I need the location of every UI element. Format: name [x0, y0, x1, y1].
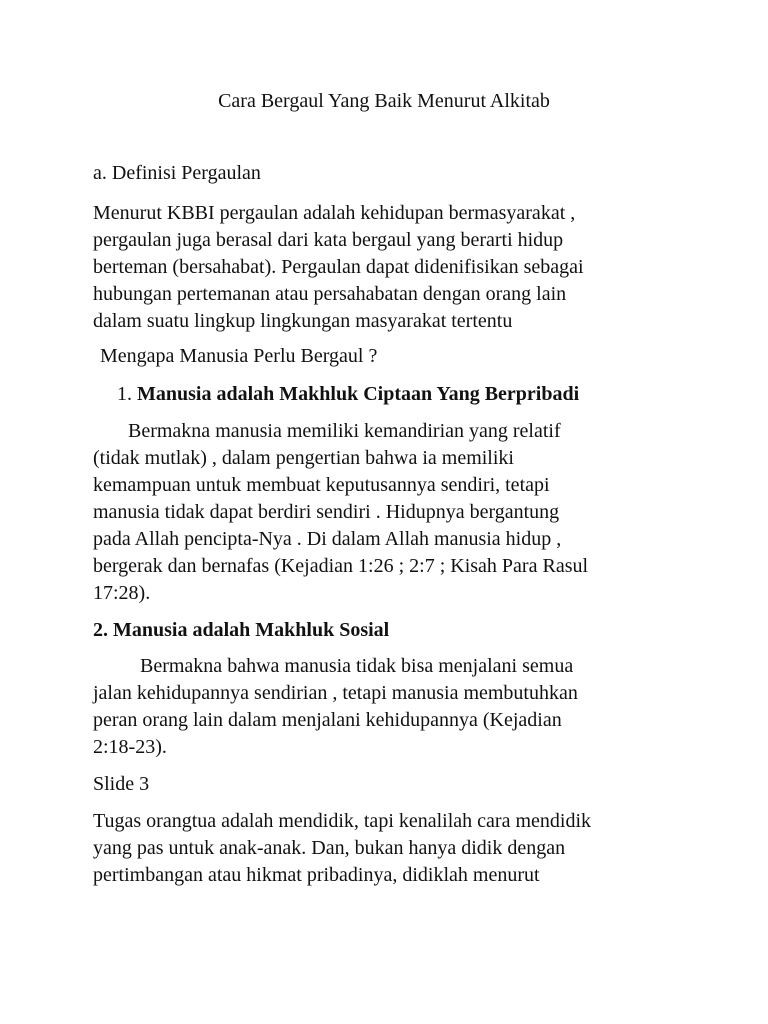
- definition-paragraph: [93, 200, 683, 335]
- paragraph-line: 17:28).: [93, 582, 151, 604]
- item2-paragraph: [93, 653, 683, 761]
- paragraph-line: [93, 418, 683, 445]
- document-title: Cara Bergaul Yang Baik Menurut Alkitab: [218, 90, 550, 112]
- paragraph-line: hubungan pertemanan atau persahabatan dengan orang lain: [93, 283, 567, 305]
- paragraph-line: manusia tidak dapat berdiri sendiri . Hidupnya bergantung: [93, 501, 560, 523]
- paragraph-line: peran orang lain dalam menjalani kehidupannya (Kejadian: [93, 709, 562, 731]
- paragraph-line: bergerak dan bernafas (Kejadian 1:26 ; 2:7 ; Kisah Para Rasul: [93, 555, 589, 577]
- list-item-2-heading: 2. Manusia adalah Makhluk Sosial: [93, 619, 390, 641]
- item1-paragraph: [93, 418, 683, 607]
- paragraph-line-text: Bermakna manusia memiliki kemandirian yang relatif: [128, 420, 561, 442]
- paragraph-line: pertimbangan atau hikmat pribadinya, didiklah menurut: [93, 864, 540, 886]
- paragraph-line: dalam suatu lingkup lingkungan masyarakat tertentu: [93, 310, 513, 332]
- paragraph-line: [93, 653, 683, 680]
- paragraph-line: yang pas untuk anak-anak. Dan, bukan hanya didik dengan: [93, 837, 566, 859]
- question-heading: Mengapa Manusia Perlu Bergaul ?: [100, 345, 378, 367]
- section-heading-definisi: a. Definisi Pergaulan: [93, 162, 261, 184]
- paragraph-line: pada Allah pencipta-Nya . Di dalam Allah manusia hidup ,: [93, 528, 562, 550]
- paragraph-line: pergaulan juga berasal dari kata bergaul yang berarti hidup: [93, 229, 564, 251]
- paragraph-line: (tidak mutlak) , dalam pengertian bahwa ia memiliki: [93, 447, 514, 469]
- paragraph-line: berteman (bersahabat). Pergaulan dapat didenifisikan sebagai: [93, 256, 584, 278]
- paragraph-line: jalan kehidupannya sendirian , tetapi manusia membutuhkan: [93, 682, 578, 704]
- paragraph-line-text: Bermakna bahwa manusia tidak bisa menjalani semua: [140, 655, 574, 677]
- paragraph-line: 2:18-23).: [93, 736, 167, 758]
- paragraph-line: Tugas orangtua adalah mendidik, tapi kenalilah cara mendidik: [93, 810, 592, 832]
- slide-label: Slide 3: [93, 773, 150, 795]
- paragraph-line: kemampuan untuk membuat keputusannya sendiri, tetapi: [93, 474, 550, 496]
- slide-paragraph: [93, 808, 683, 889]
- paragraph-line: Menurut KBBI pergaulan adalah kehidupan bermasyarakat ,: [93, 202, 576, 224]
- list-item-1-heading: [117, 381, 707, 408]
- list-heading-text: Manusia adalah Makhluk Ciptaan Yang Berpribadi: [137, 383, 580, 405]
- list-number: 1.: [117, 383, 132, 405]
